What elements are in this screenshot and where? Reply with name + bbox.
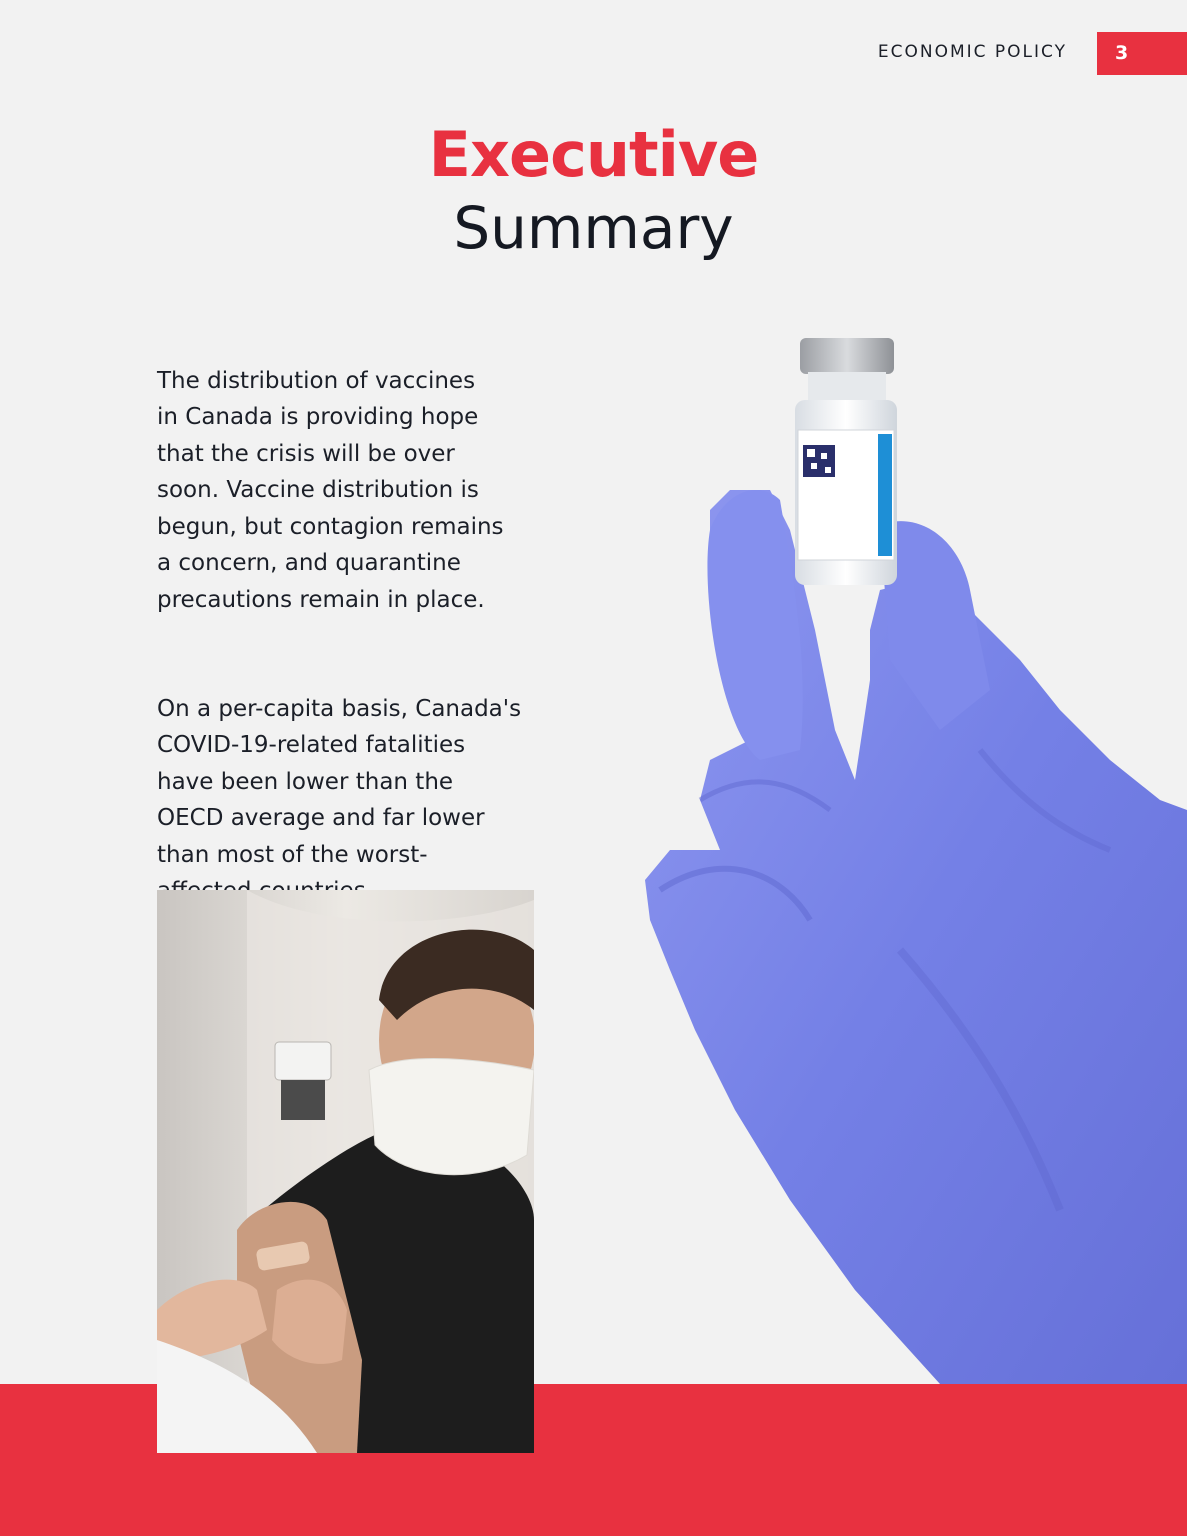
- summary-paragraph-2: On a per-capita basis, Canada's COVID-19-related fatalities have been lower than the OECD average and far lower than most of the worst-: [157, 695, 522, 868]
- section-label: ECONOMIC POLICY: [877, 42, 1067, 62]
- vial-qr-code: [803, 445, 835, 477]
- glove-vial-photo: [640, 330, 1187, 1384]
- vial-cap: [800, 338, 894, 374]
- page-number-badge: 3: [1097, 32, 1187, 75]
- summary-paragraph-1: The distribution of vaccines in Canada is providing hope that the crisis will be over soon. Vaccine distribution is begun, but contagion remains a concern, and quarantine precautions remain in place.: [157, 367, 504, 613]
- page-title: [0, 118, 1187, 264]
- patient-photo: [157, 890, 534, 1453]
- title-main: Summary: [453, 194, 734, 262]
- title-accent: Executive: [428, 118, 759, 191]
- summary-text: [157, 326, 537, 982]
- face-mask: [369, 1058, 534, 1174]
